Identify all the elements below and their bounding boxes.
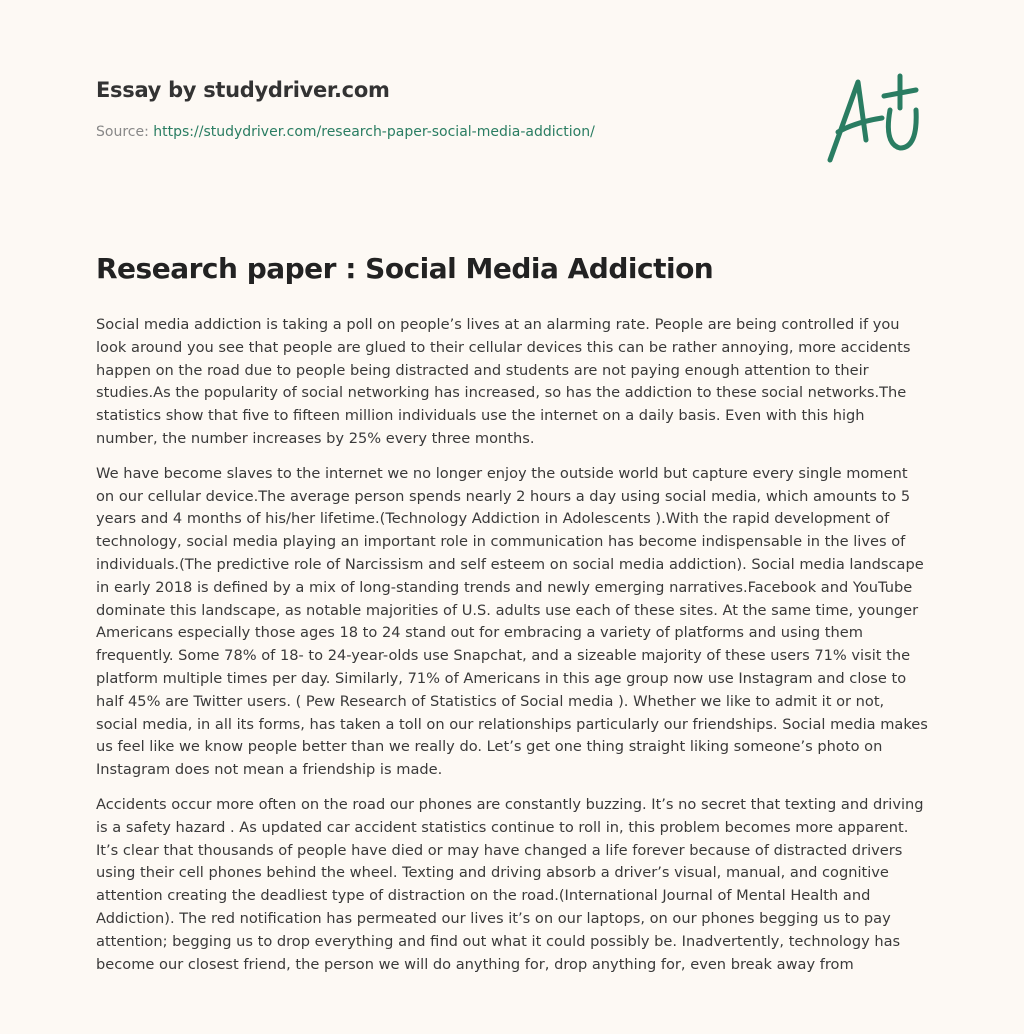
paragraph: Social media addiction is taking a poll on people’s lives at an alarming rate. People are being controlled if you look around you see that people are glued to their cellular devices this can be rather annoying, more accidents happen on the road due to people being distracted and students are not paying enough attention to their studies.As the popularity of social networking has increased, so has the addiction to these social networks.The statistics show that five to fifteen million individuals use the internet on a daily basis. Even with this high number, the number increases by 25% every three months. bbox=[96, 316, 911, 447]
page-title: Research paper : Social Media Addiction bbox=[96, 252, 714, 285]
paragraph: Accidents occur more often on the road our phones are constantly buzzing. It’s no secret that texting and driving is a safety hazard . As updated car accident statistics continue to roll in, this problem becomes more apparent. It’s clear that thousands of people have died or may have changed a life forever because of distracted drivers using their cell phones behind the wheel. Texting and driving absorb a driver’s visual, manual, and cognitive attention creating the deadliest type of distraction on the road.(International Journal of Mental Health and Addiction). The red notification has permeated our lives it’s on our laptops, on our phones begging us to pay attention; begging us to drop everything and find out what it could possibly be. Inadvertently, technology has become our closest friend, the person we will do anything for, drop anything for, even break away from bbox=[96, 795, 924, 973]
site-brand: Essay by studydriver.com bbox=[96, 78, 390, 102]
essay-body bbox=[96, 314, 930, 988]
a-plus-logo bbox=[820, 70, 930, 170]
source-label: Source: bbox=[96, 124, 149, 140]
paragraph: We have become slaves to the internet we no longer enjoy the outside world but capture every single moment on our cellular device.The average person spends nearly 2 hours a day using social media, which amounts to 5 years and 4 months of his/her lifetime.(Technology Addiction in Adolescents ).With the rapid development of technology, social media playing an important role in communication has become indispensable in the lives of individuals.(The predictive role of Narcissism and self esteem on social media addiction). Social media landscape in early 2018 is defined by a mix of long-standing trends and newly emerging narratives.Facebook and YouTube dominate this landscape, as notable majorities of U.S. adults use each of these sites. At the same time, younger Americans especially those ages 18 to 24 stand out for embracing a variety of platforms and using them frequently. Some 78% of 18- to 24-year-olds use Snapchat, and a sizeable majority of these users 71% visit the platform multiple times per day. Similarly, 71% of Americans in this age group now use Instagram and close to half 45% are Twitter users. ( Pew Research of Statistics of Social media ). Whether we like to admit it or not, social media, in all its forms, has taken a toll on our relationships particularly our friendships. Social media makes us feel like we know people better than we really do. Let’s get one thing straight liking someone’s photo on Instagram does not mean a friendship is made. bbox=[96, 464, 928, 779]
source-line bbox=[96, 124, 595, 140]
source-link[interactable]: https://studydriver.com/research-paper-social-media-addiction/ bbox=[153, 124, 595, 140]
